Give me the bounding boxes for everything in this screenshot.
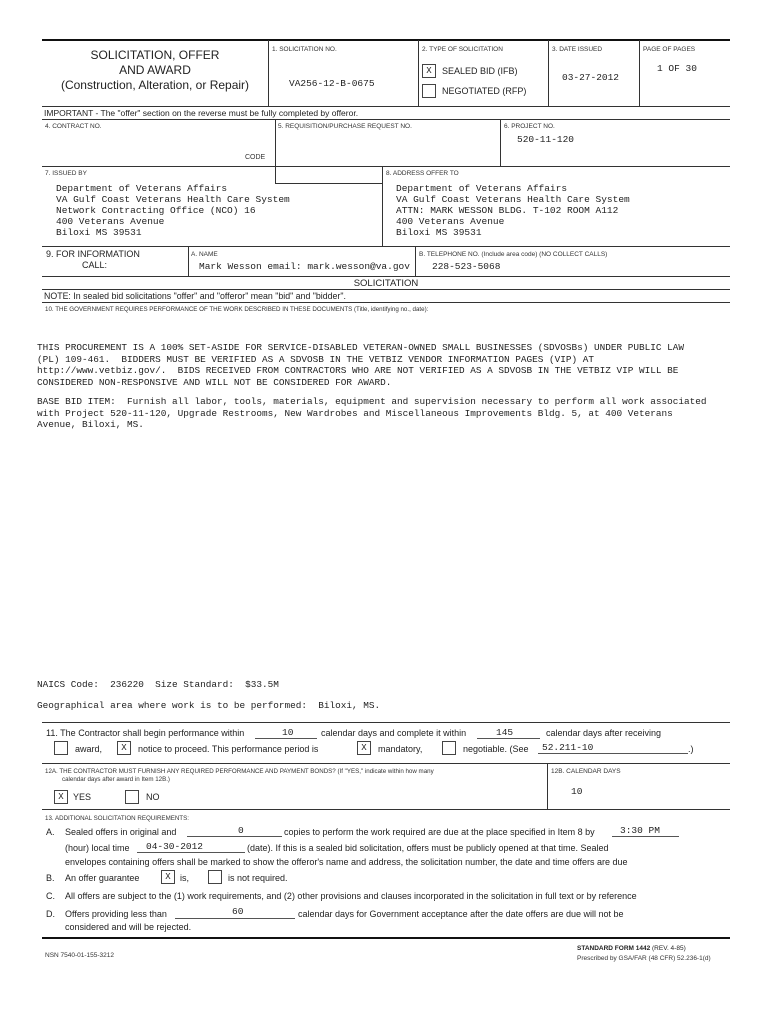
days-to-complete: 145: [496, 727, 514, 738]
base-bid-paragraph: BASE BID ITEM: Furnish all labor, tools, materials, equipment and supervision necessary to perform all work associated with Project 520-11-120, Upgrade Restrooms, New Wardrobes and Miscellaneous Improvements Bldg. 5, at 400 Veterans Avenue, Biloxi, MS.: [37, 396, 707, 430]
rule: [42, 763, 730, 764]
notice-to-proceed-label: notice to proceed. This performance period is: [138, 744, 319, 754]
divider: [188, 246, 189, 276]
underline: [187, 836, 282, 837]
rule: [42, 276, 730, 277]
address-line: VA Gulf Coast Veterans Health Care System: [396, 194, 630, 205]
guarantee-not-checkbox[interactable]: [208, 870, 222, 884]
notice-to-proceed-checkbox[interactable]: X: [117, 741, 131, 755]
underline: [137, 852, 245, 853]
date-issued-label: 3. DATE ISSUED: [552, 46, 603, 53]
guarantee-not-label: is not required.: [228, 873, 288, 883]
bonds-required-label-2: calendar days after award in Item 12B.): [62, 776, 170, 783]
req-a-text: Sealed offers in original and: [65, 827, 177, 837]
set-aside-paragraph: THIS PROCUREMENT IS A 100% SET-ASIDE FOR SERVICE-DISABLED VETERAN-OWNED SMALL BUSINESSES (SDVOSBs) UNDER PUBLIC LAW (PL) 109-461. BIDDERS MUST BE VERIFIED AS A SDVOSB IN THE VETBIZ VENDOR INFORMATION PAGES (VIP) AT http://www.vetbiz.gov/. BIDS RECEIVED FROM CONTRACTORS WHO ARE NOT VERIFIED AS A SDVOSB IN THE VETBIZ VIP WILL BE CONSIDERED NON-RESPONSIVE AND WILL NOT BE CONSIDERED FOR AWARD.: [37, 342, 684, 388]
req-d-text: Offers providing less than: [65, 909, 167, 919]
acceptance-days: 60: [232, 906, 244, 917]
divider: [275, 120, 276, 183]
solicitation-type-label: 2. TYPE OF SOLICITATION: [422, 46, 503, 53]
info-call-label: 9. FOR INFORMATION: [46, 249, 140, 259]
negotiable-label: negotiable. (See: [463, 744, 529, 754]
req-b-prefix: B.: [46, 873, 55, 883]
issued-by-line: VA Gulf Coast Veterans Health Care System: [56, 194, 290, 205]
pages-label: PAGE OF PAGES: [643, 46, 696, 53]
guarantee-is-label: is,: [180, 873, 189, 883]
address-line: ATTN: MARK WESSON BLDG. T-102 ROOM A112: [396, 205, 619, 216]
bonds-no-checkbox[interactable]: [125, 790, 139, 804]
standard-form-label: [577, 945, 686, 952]
page-count: 1 OF 30: [657, 63, 697, 74]
contact-name-label: A. NAME: [191, 251, 218, 258]
underline: [175, 918, 295, 919]
code-label: CODE: [245, 154, 266, 161]
days-to-begin: 10: [282, 727, 294, 738]
negotiated-checkbox[interactable]: [422, 84, 436, 98]
additional-requirements-label: 13. ADDITIONAL SOLICITATION REQUIREMENTS:: [45, 815, 189, 822]
item11-text-2: calendar days and complete it within: [321, 728, 467, 738]
rule: [42, 246, 730, 247]
address-line: 400 Veterans Avenue: [396, 216, 505, 227]
contract-no-label: 4. CONTRACT NO.: [45, 123, 102, 130]
item11-text-3: calendar days after receiving: [546, 728, 662, 738]
code-box-bottom: [275, 183, 382, 184]
underline: [255, 738, 317, 739]
important-note: IMPORTANT - The "offer" section on the reverse must be fully completed by offeror.: [44, 108, 359, 118]
project-no-label: 6. PROJECT NO.: [504, 123, 555, 130]
calendar-days-value: 10: [571, 786, 583, 797]
sealed-bid-note: NOTE: In sealed bid solicitations "offer" and "offeror" mean "bid" and "bidder".: [44, 291, 346, 301]
rule: [42, 119, 730, 120]
form-title: [42, 48, 268, 93]
issued-by-line: Network Contracting Office (NCO) 16: [56, 205, 256, 216]
calendar-days-label: 12B. CALENDAR DAYS: [551, 768, 621, 775]
geographic-area-line: Geographical area where work is to be performed: Biloxi, MS.: [37, 700, 381, 711]
phone-label: B. TELEPHONE NO. (Include area code) (NO COLLECT CALLS): [419, 251, 608, 258]
copies-count: 0: [238, 825, 244, 836]
prescribed-by: Prescribed by GSA/FAR (48 CFR) 52.236-1(d): [577, 955, 711, 962]
contact-name: Mark Wesson email: mark.wesson@va.gov: [199, 261, 410, 272]
info-call-label-2: CALL:: [82, 260, 108, 270]
req-d-text-2: calendar days for Government acceptance after the date offers are due will not be: [298, 909, 624, 919]
underline: [538, 753, 688, 754]
solicitation-no-label: 1. SOLICITATION NO.: [272, 46, 337, 53]
award-checkbox[interactable]: [54, 741, 68, 755]
divider: [382, 166, 383, 246]
sealed-bid-checkbox[interactable]: X: [422, 64, 436, 78]
req-a-text-3: (hour) local time: [65, 843, 130, 853]
divider: [418, 40, 419, 106]
phone-number: 228-523-5068: [432, 261, 501, 272]
divider: [268, 40, 269, 106]
issued-by-line: Biloxi MS 39531: [56, 227, 142, 238]
bonds-yes-label: YES: [73, 792, 92, 802]
req-d-prefix: D.: [46, 909, 55, 919]
address-line: Department of Veterans Affairs: [396, 183, 568, 194]
issued-by-line: Department of Veterans Affairs: [56, 183, 228, 194]
project-no: 520-11-120: [517, 134, 575, 145]
form-number: STANDARD FORM 1442: [577, 945, 651, 952]
form-title-line2: AND AWARD: [119, 63, 191, 77]
form-revision: (REV. 4-85): [652, 945, 686, 952]
item11-text: 11. The Contractor shall begin performance within: [46, 728, 245, 738]
issued-by-label: 7. ISSUED BY: [45, 170, 87, 177]
rule: [42, 106, 730, 107]
req-a-prefix: A.: [46, 827, 55, 837]
bonds-no-label: NO: [146, 792, 160, 802]
req-a-text-4: (date). If this is a sealed bid solicitation, offers must be publicly opened at that time. Sealed: [247, 843, 609, 853]
sealed-bid-label: SEALED BID (IFB): [442, 66, 518, 76]
see-reference: 52.211-10: [542, 742, 594, 753]
req-d-text-3: considered and will be rejected.: [65, 922, 192, 932]
address-offer-label: 8. ADDRESS OFFER TO: [386, 170, 459, 177]
divider: [415, 246, 416, 276]
underline: [477, 738, 540, 739]
rule: [42, 809, 730, 810]
top-rule: [42, 39, 730, 41]
solicitation-heading: SOLICITATION: [353, 278, 419, 289]
bottom-rule: [42, 937, 730, 939]
bonds-required-label: 12A. THE CONTRACTOR MUST FURNISH ANY REQUIRED PERFORMANCE AND PAYMENT BONDS? (If "YES," indicate within how many: [45, 768, 434, 775]
negotiated-label: NEGOTIATED (RFP): [442, 86, 527, 96]
mandatory-label: mandatory,: [378, 744, 423, 754]
divider: [548, 40, 549, 106]
rule: [42, 722, 730, 723]
address-offer-to: [396, 183, 630, 238]
see-close: .): [688, 744, 694, 754]
divider: [547, 763, 548, 809]
rule: [42, 289, 730, 290]
guarantee-is-checkbox[interactable]: X: [161, 870, 175, 884]
divider: [639, 40, 640, 106]
address-line: Biloxi MS 39531: [396, 227, 482, 238]
bonds-yes-checkbox[interactable]: X: [54, 790, 68, 804]
requisition-no-label: 5. REQUISITION/PURCHASE REQUEST NO.: [278, 123, 412, 130]
negotiable-checkbox[interactable]: [442, 741, 456, 755]
issued-by-line: 400 Veterans Avenue: [56, 216, 165, 227]
rule: [42, 166, 730, 167]
date-issued: 03-27-2012: [562, 72, 620, 83]
rule: [42, 302, 730, 303]
nsn-number: NSN 7540-01-155-3212: [45, 952, 115, 959]
divider: [500, 120, 501, 166]
form-title-line1: SOLICITATION, OFFER: [90, 48, 220, 62]
issued-by-address: [56, 183, 290, 238]
mandatory-checkbox[interactable]: X: [357, 741, 371, 755]
solicitation-no: VA256-12-B-0675: [289, 78, 375, 89]
item10-label: 10. THE GOVERNMENT REQUIRES PERFORMANCE OF THE WORK DESCRIBED IN THESE DOCUMENTS (Title, identifying no., date):: [45, 306, 429, 313]
form-title-line3: (Construction, Alteration, or Repair): [60, 78, 250, 92]
req-b-text: An offer guarantee: [65, 873, 140, 883]
req-a-text-5: envelopes containing offers shall be marked to show the offeror's name and address, the solicitation number, the date and time offers are due: [65, 857, 628, 867]
req-a-text-2: copies to perform the work required are due at the place specified in Item 8 by: [284, 827, 595, 837]
underline: [612, 836, 679, 837]
award-label: award,: [75, 744, 103, 754]
req-c-text: All offers are subject to the (1) work requirements, and (2) other provisions and clauses incorporated in the solicitation in full text or by reference: [65, 891, 637, 901]
due-time: 3:30 PM: [620, 825, 660, 836]
req-c-prefix: C.: [46, 891, 55, 901]
due-date: 04-30-2012: [146, 841, 204, 852]
naics-line: NAICS Code: 236220 Size Standard: $33.5M: [37, 679, 279, 690]
